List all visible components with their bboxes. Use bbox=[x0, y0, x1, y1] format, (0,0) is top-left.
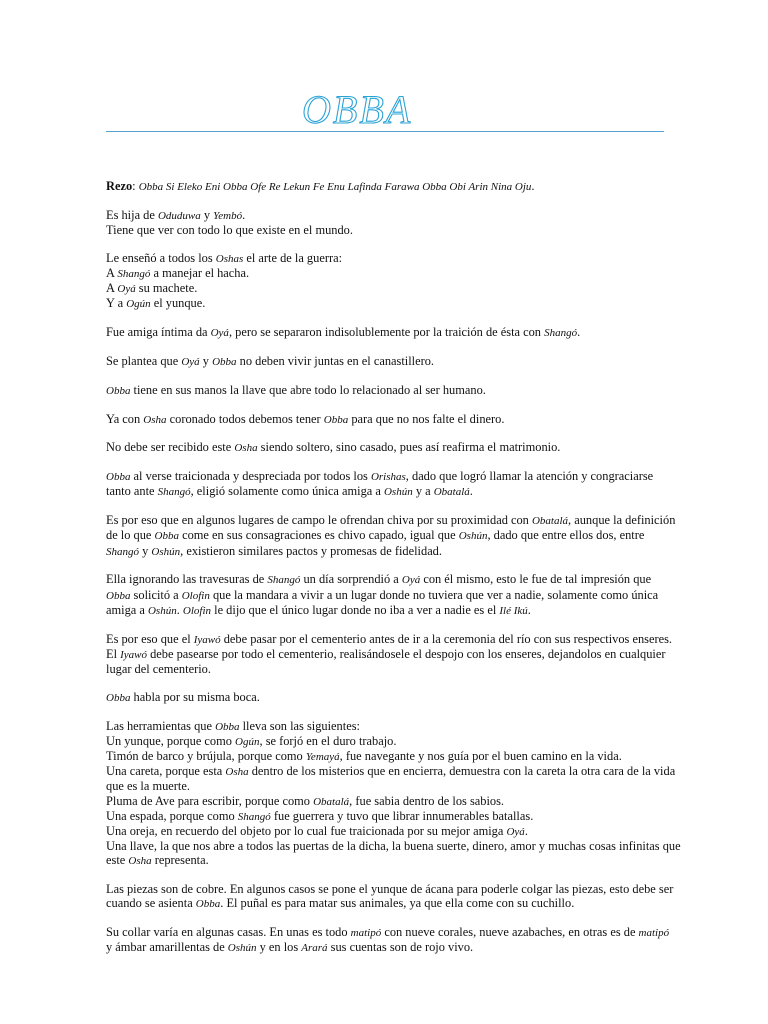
italic-name: Osha bbox=[234, 442, 258, 455]
italic-name: Ilé Ikú bbox=[499, 604, 528, 617]
text-line bbox=[106, 779, 666, 793]
text-line bbox=[106, 484, 666, 499]
paragraph bbox=[106, 440, 666, 455]
bold-label: Rezo bbox=[106, 179, 133, 193]
italic-name: Iyawó bbox=[193, 633, 221, 646]
paragraph bbox=[106, 572, 666, 618]
text-line bbox=[106, 528, 666, 543]
text-run: al verse traicionada y despreciada por todos los bbox=[130, 469, 371, 484]
text-line bbox=[106, 631, 673, 647]
text-line bbox=[106, 469, 666, 484]
italic-name: Obatalá bbox=[313, 795, 350, 808]
italic-name: Orishas bbox=[370, 471, 406, 484]
italic-name: Oyá bbox=[181, 356, 200, 368]
text-run: Fue amiga íntima da bbox=[106, 325, 211, 340]
text-run: sus cuentas son de rojo vivo. bbox=[327, 940, 474, 955]
text-run: A bbox=[106, 266, 118, 280]
text-run: . bbox=[176, 602, 183, 617]
text-run: , eligió solamente como única amiga a bbox=[190, 484, 384, 499]
text-run: No debe ser recibido este bbox=[106, 440, 235, 455]
italic-name: Oyá bbox=[117, 283, 136, 296]
text-run: coronado todos debemos tener bbox=[166, 411, 324, 426]
text-line bbox=[106, 354, 666, 369]
italic-name: Oshún bbox=[383, 486, 413, 499]
paragraph bbox=[106, 412, 666, 427]
italic-name: Shangó bbox=[157, 486, 191, 499]
paragraph bbox=[106, 469, 666, 499]
text-line bbox=[106, 588, 666, 603]
text-run: . bbox=[527, 602, 531, 617]
text-run: Ya con bbox=[106, 411, 144, 426]
text-run: Pluma de Ave para escribir, porque como bbox=[106, 793, 314, 808]
text-run: le dijo que el único lugar donde no iba a ver a nadie es el bbox=[211, 602, 500, 617]
text-line bbox=[106, 383, 666, 398]
text-line bbox=[106, 603, 666, 618]
document-body bbox=[106, 179, 681, 969]
text-run: lugar del cementerio. bbox=[106, 662, 211, 676]
text-run: , se forjó en el duro trabajo. bbox=[259, 733, 397, 748]
text-line bbox=[106, 719, 666, 734]
text-run: amiga a bbox=[106, 602, 148, 617]
text-run: . bbox=[524, 824, 528, 839]
text-run: come en sus consagraciones es chivo capado, igual que bbox=[178, 528, 459, 543]
text-run: Una careta, porque esta bbox=[106, 764, 226, 779]
text-run: , existieron similares pactos y promesas de fidelidad. bbox=[180, 543, 442, 558]
paragraph bbox=[106, 882, 674, 911]
italic-name: Oyá bbox=[210, 327, 229, 340]
paragraph bbox=[106, 925, 670, 955]
text-run: , dado que entre ellos dos, entre bbox=[487, 528, 645, 543]
text-run: . bbox=[577, 325, 581, 340]
text-run: que la mandara a vivir a un lugar donde no tuviera que ver a nadie, solamente como única bbox=[209, 587, 659, 602]
text-run: lleva son las siguientes: bbox=[239, 718, 360, 733]
text-run: El bbox=[106, 646, 121, 661]
text-line bbox=[106, 839, 681, 854]
text-line bbox=[106, 882, 674, 897]
italic-name: Iyawó bbox=[120, 648, 147, 661]
text-run: y ámbar amarillentas de bbox=[106, 940, 228, 955]
text-line bbox=[106, 251, 666, 266]
paragraph bbox=[106, 325, 666, 340]
paragraph bbox=[106, 354, 666, 369]
italic-name: Oyá bbox=[506, 826, 525, 839]
italic-name: Obba bbox=[212, 356, 237, 368]
text-run: tiene en sus manos la llave que abre todo lo relacionado al ser humano. bbox=[130, 382, 486, 397]
text-run: Las piezas son de cobre. En algunos casos se pone el yunque de ácana para poderle colgar las piezas, esto debe ser bbox=[106, 882, 674, 897]
italic-name: Shangó bbox=[544, 327, 578, 340]
text-line bbox=[106, 749, 666, 764]
text-line bbox=[106, 896, 666, 911]
text-run: este bbox=[106, 853, 129, 868]
text-run: el yunque. bbox=[150, 296, 206, 311]
italic-name: Obba bbox=[106, 471, 131, 484]
text-run: Ella ignorando las travesuras de bbox=[106, 572, 268, 587]
text-line bbox=[106, 440, 666, 455]
text-run: Y a bbox=[106, 296, 127, 311]
italic-name: Oshas bbox=[215, 252, 244, 265]
text-line bbox=[106, 572, 666, 587]
paragraph bbox=[106, 690, 666, 705]
text-run: Las herramientas que bbox=[106, 718, 216, 733]
italic-name: Oyá bbox=[401, 574, 421, 587]
italic-name: Obba bbox=[154, 530, 179, 543]
text-run: A bbox=[106, 281, 118, 296]
text-line bbox=[106, 824, 666, 839]
paragraph bbox=[106, 383, 666, 398]
text-run: debe pasearse por todo el cementerio, realisándosele el despojo con los enseres, dejandolos en cualquier bbox=[147, 646, 666, 661]
text-run: con él mismo, esto le fue de tal impresión que bbox=[420, 572, 652, 587]
text-run: habla por su misma boca. bbox=[130, 689, 260, 704]
text-run: fue guerrera y tuvo que librar innumerables batallas. bbox=[270, 808, 534, 823]
text-run: : bbox=[132, 179, 139, 193]
text-run: cuando se asienta bbox=[106, 896, 196, 911]
italic-name: Oduduwa bbox=[157, 209, 201, 222]
text-line bbox=[106, 809, 666, 824]
text-run: el arte de la guerra: bbox=[243, 250, 343, 265]
text-run: , fue navegante y nos guía por el buen camino en la vida. bbox=[339, 749, 622, 763]
text-run: y bbox=[199, 354, 213, 368]
italic-name: Oshún bbox=[151, 545, 181, 558]
italic-name: Obba Si Eleko Eni Obba Ofe Re Lekun Fe Enu Lafinda Farawa Obba Obi Arin Nina Oju bbox=[138, 181, 532, 193]
italic-name: matipó bbox=[350, 927, 382, 940]
text-run: representa. bbox=[151, 853, 209, 868]
text-run: solicitó a bbox=[130, 587, 182, 602]
title-divider bbox=[106, 131, 664, 132]
italic-name: Oshún bbox=[458, 530, 488, 543]
text-run: un día sorprendió a bbox=[300, 572, 402, 587]
text-run: siendo soltero, sino casado, pues así reafirma el matrimonio. bbox=[257, 440, 561, 455]
italic-name: Shangó bbox=[237, 810, 271, 823]
italic-name: Osha bbox=[225, 766, 249, 779]
text-line bbox=[106, 325, 666, 340]
text-line bbox=[106, 662, 666, 676]
text-run: Es hija de bbox=[106, 207, 158, 222]
text-run: , aunque la definición bbox=[568, 513, 676, 528]
text-run: y bbox=[139, 543, 152, 558]
text-run: no deben vivir juntas en el canastillero. bbox=[236, 354, 435, 368]
text-run: Un yunque, porque como bbox=[106, 733, 236, 748]
text-line bbox=[106, 266, 666, 281]
text-run: . bbox=[469, 484, 473, 499]
text-line bbox=[106, 940, 666, 955]
text-run: , pero se separaron indisolublemente por la traición de ésta con bbox=[228, 325, 545, 340]
paragraph bbox=[106, 631, 673, 677]
text-run: Se plantea que bbox=[106, 354, 182, 368]
text-run: dentro de los misterios que en encierra, demuestra con la careta la otra cara de la vida bbox=[248, 764, 676, 779]
text-run: Su collar varía en algunas casas. En unas es todo bbox=[106, 925, 351, 940]
text-run: y bbox=[200, 207, 214, 222]
text-run: . bbox=[531, 179, 535, 193]
text-run: , fue sabia dentro de los sabios. bbox=[349, 793, 505, 808]
text-run: . bbox=[242, 207, 246, 222]
text-line bbox=[106, 513, 676, 528]
italic-name: Oshún bbox=[147, 604, 177, 617]
text-line bbox=[106, 179, 666, 194]
text-run: . El puñal es para matar sus animales, ya que ella come con su cuchillo. bbox=[220, 896, 575, 911]
paragraph bbox=[106, 718, 681, 869]
text-run: para que no nos falte el dinero. bbox=[348, 411, 505, 426]
text-run: de lo que bbox=[106, 528, 155, 543]
italic-name: Yembó bbox=[213, 209, 243, 222]
text-line bbox=[106, 296, 666, 311]
italic-name: Ogún bbox=[235, 735, 260, 748]
italic-name: Ogún bbox=[126, 298, 151, 311]
italic-name: Obba bbox=[195, 898, 221, 911]
text-run: , dado que logró llamar la atención y congraciarse bbox=[405, 469, 654, 484]
paragraph bbox=[106, 179, 666, 194]
italic-name: Oshún bbox=[227, 942, 257, 955]
text-line bbox=[106, 281, 666, 296]
text-line bbox=[106, 853, 666, 868]
text-run: Una llave, la que nos abre a todos las puertas de la dicha, la buena suerte, dinero, amor y muchas cosas infinitas que bbox=[106, 839, 681, 854]
text-run: su machete. bbox=[135, 281, 198, 296]
italic-name: matipó bbox=[638, 927, 670, 940]
text-line bbox=[106, 734, 666, 749]
italic-name: Arará bbox=[301, 942, 328, 955]
italic-name: Shangó bbox=[267, 574, 301, 587]
text-run: que es la muerte. bbox=[106, 779, 190, 794]
text-line bbox=[106, 208, 666, 223]
italic-name: Osha bbox=[128, 855, 152, 868]
text-run: Una oreja, en recuerdo del objeto por lo cual fue traicionada por su mejor amiga bbox=[106, 824, 507, 839]
italic-name: Yemayá bbox=[305, 751, 340, 763]
text-run: Le enseñó a todos los bbox=[106, 250, 216, 265]
italic-name: Olofin bbox=[181, 589, 210, 602]
text-line bbox=[106, 223, 666, 237]
italic-name: Obba bbox=[323, 413, 349, 426]
text-run: a manejar el hacha. bbox=[150, 266, 250, 280]
italic-name: Shangó bbox=[117, 268, 151, 280]
italic-name: Shangó bbox=[106, 545, 139, 558]
italic-name: Obba bbox=[106, 691, 131, 704]
paragraph bbox=[106, 513, 676, 559]
text-line bbox=[106, 764, 676, 779]
italic-name: Obba bbox=[106, 589, 131, 602]
text-line bbox=[106, 794, 666, 809]
document-title: OBBA bbox=[302, 87, 413, 132]
text-run: tanto ante bbox=[106, 484, 158, 499]
italic-name: Obatalá bbox=[531, 515, 569, 528]
paragraph bbox=[106, 251, 666, 312]
italic-name: Obba bbox=[106, 384, 131, 397]
italic-name: Osha bbox=[143, 413, 167, 426]
text-run: Es por eso que el bbox=[106, 631, 194, 646]
text-line bbox=[106, 690, 666, 705]
text-line bbox=[106, 544, 666, 559]
text-run: Una espada, porque como bbox=[106, 808, 238, 823]
text-run: y en los bbox=[256, 940, 302, 955]
text-run: Tiene que ver con todo lo que existe en el mundo. bbox=[106, 223, 353, 237]
text-run: Timón de barco y brújula, porque como bbox=[106, 749, 306, 763]
italic-name: Obba bbox=[215, 720, 240, 733]
italic-name: Obatalá bbox=[433, 486, 470, 499]
text-line bbox=[106, 647, 666, 662]
text-run: con nueve corales, nueve azabaches, en otras es de bbox=[381, 925, 639, 940]
text-run: debe pasar por el cementerio antes de ir a la ceremonia del río con sus respectivos enseres. bbox=[220, 631, 673, 646]
paragraph bbox=[106, 208, 666, 237]
text-run: Es por eso que en algunos lugares de campo le ofrendan chiva por su proximidad con bbox=[106, 513, 532, 528]
text-line bbox=[106, 925, 670, 940]
text-run: y a bbox=[412, 484, 434, 499]
italic-name: Olofin bbox=[182, 604, 212, 617]
text-line bbox=[106, 412, 666, 427]
